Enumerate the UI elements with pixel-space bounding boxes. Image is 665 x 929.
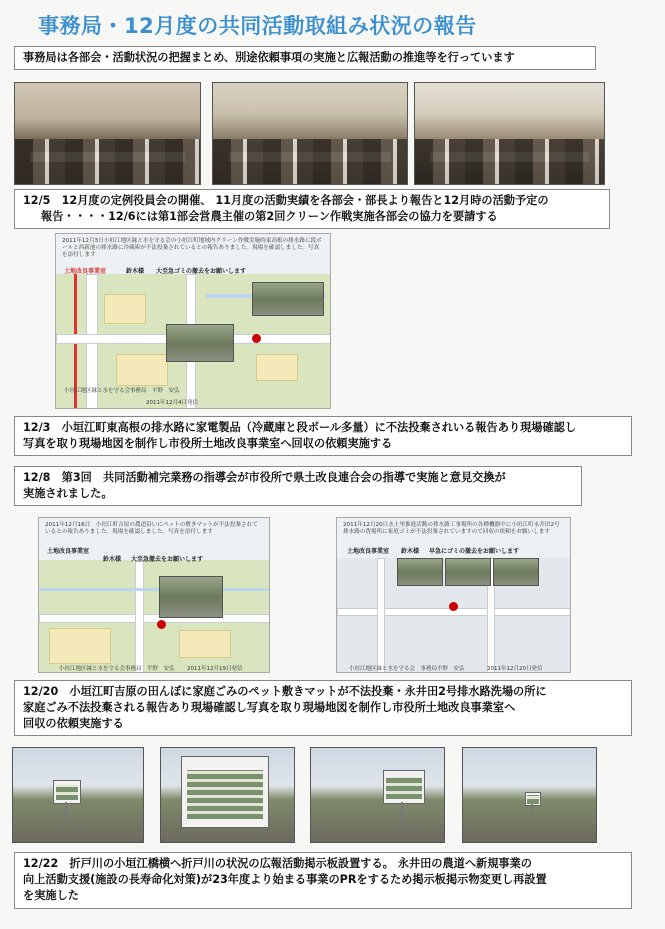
map2-inset-photo — [159, 576, 223, 618]
meeting-photo-2 — [212, 82, 408, 185]
map3-sender: 小垣江地区縁と水を守る会 事務局平野 安弘 — [349, 666, 465, 672]
section3-line1: 12/8 第3回 共同活動補完業務の指導会が市役所で県土改良連合会の指導で実施と意見交換が — [23, 471, 506, 484]
map3-location-marker — [449, 602, 458, 611]
meeting-photo-1 — [14, 82, 201, 185]
bulletin-board-photo-1 — [12, 747, 144, 843]
section3-line2: 実施されました。 — [23, 487, 113, 500]
map2-office: 土地改良事業室 — [47, 548, 90, 555]
bulletin-board-photo-2 — [160, 747, 295, 843]
page-title: 事務局・12月度の共同活動取組み状況の報告 — [38, 14, 477, 38]
map1-inset-photo-1 — [252, 282, 324, 316]
section5-box — [14, 852, 632, 909]
map3-inset-photo-3 — [493, 558, 539, 586]
map3-inset-photo-1 — [397, 558, 443, 586]
section2-line2: 写真を取り現場地図を制作し市役所土地改良事業室へ回収の依頼実施する — [23, 437, 393, 450]
map1-sender: 小垣江地区縁と水を守る会事務局 平野 安弘 — [64, 388, 180, 394]
map1-request: 大至急ゴミの撤去をお願いします — [156, 268, 247, 275]
map3-office: 土地改良事業室 — [347, 548, 390, 555]
bulletin-board-photo-3 — [310, 747, 445, 843]
map2-header: 2011年12月16日 小垣江町吉原の農道沿いにペットの敷きマットが不法投棄されているとの報告ありました。現場を確認しました。写真を添付します — [45, 522, 258, 535]
map3-request: 早急にゴミの撤去をお願いします — [429, 548, 520, 555]
section5-line2: 向上活動支援(施設の長寿命化対策)が23年度より始まる事業のPRをするため掲示板掲示物変更し再設置 — [23, 873, 547, 886]
section2-box — [14, 416, 632, 456]
map1-person: 鈴木様 — [126, 268, 145, 275]
map1-date: 2011年12月4日発信 — [146, 400, 198, 406]
intro-text: 事務局は各部会・活動状況の把握まとめ、別途依頼事項の実施と広報活動の推進等を行っています — [23, 51, 515, 64]
section5-line3: を実施した — [23, 889, 79, 902]
map2-date: 2011年12月19日発信 — [187, 666, 243, 672]
section1-line1: 12/5 12月度の定例役員会の開催、 11月度の活動実績を各部会・部長より報告と12月時の活動予定の — [23, 194, 549, 207]
map1-header: 2011年12月3日小垣江地区縁と水を守る会の小垣江町地域内クリーン作戦実施時東高根の排水路に段ボールと西新池の排水路に冷蔵庫が不法投棄されているとの報告ありました。現場を確認しました。写真を添付します — [62, 238, 322, 258]
section2-line1: 12/3 小垣江町東高根の排水路に家電製品（冷蔵庫と段ボール多量）に不法投棄されいる報告あり現場確認し — [23, 421, 577, 434]
map3-inset-photo-2 — [445, 558, 491, 586]
dumping-report-map-1 — [55, 233, 331, 409]
intro-box — [14, 46, 596, 70]
map1-office: 土地改良事業室 — [64, 268, 107, 275]
section1-line2: 報告・・・・12/6には第1部会営農主催の第2回クリーン作戦実施各部会の協力を要請する — [41, 210, 498, 223]
meeting-photo-3 — [414, 82, 605, 185]
section4-line2: 家庭ごみ不法投棄される報告あり現場確認し写真を取り現場地図を制作し市役所土地改良事業室へ — [23, 701, 516, 714]
section3-box — [14, 466, 582, 506]
bulletin-board-photo-4 — [462, 747, 597, 843]
section4-line3: 回収の依頼実施する — [23, 717, 124, 730]
map1-inset-photo-2 — [166, 324, 234, 362]
section4-box — [14, 680, 632, 736]
dumping-report-map-3 — [336, 517, 571, 673]
section4-line1: 12/20 小垣江町吉原の田んぼに家庭ごみのペット敷きマットが不法投棄・永井田2号排水路洗場の所に — [23, 685, 547, 698]
map2-sender: 小垣江地区縁と水を守る会事務局 平野 安弘 — [59, 666, 175, 672]
map3-header: 2011年12月20日水土里推進活動の排水路工事場所の各種機器中に小垣江町永井田2号排水路の洗場所に家庭ゴミが不法投棄されていますので回収の依頼をお願いします — [343, 522, 560, 535]
section1-box — [14, 189, 610, 229]
section5-line1: 12/22 折戸川の小垣江橋横へ折戸川の状況の広報活動掲示板設置する。 永井田の農道へ新規事業の — [23, 857, 532, 870]
map2-person: 鈴木様 — [103, 556, 122, 563]
map3-date: 2011年12月20日発信 — [487, 666, 543, 672]
map1-location-marker — [252, 334, 261, 343]
map2-request: 大至急撤去をお願いします — [131, 556, 204, 563]
map2-location-marker — [157, 620, 166, 629]
dumping-report-map-2 — [38, 517, 270, 673]
map3-person: 鈴木様 — [401, 548, 420, 555]
